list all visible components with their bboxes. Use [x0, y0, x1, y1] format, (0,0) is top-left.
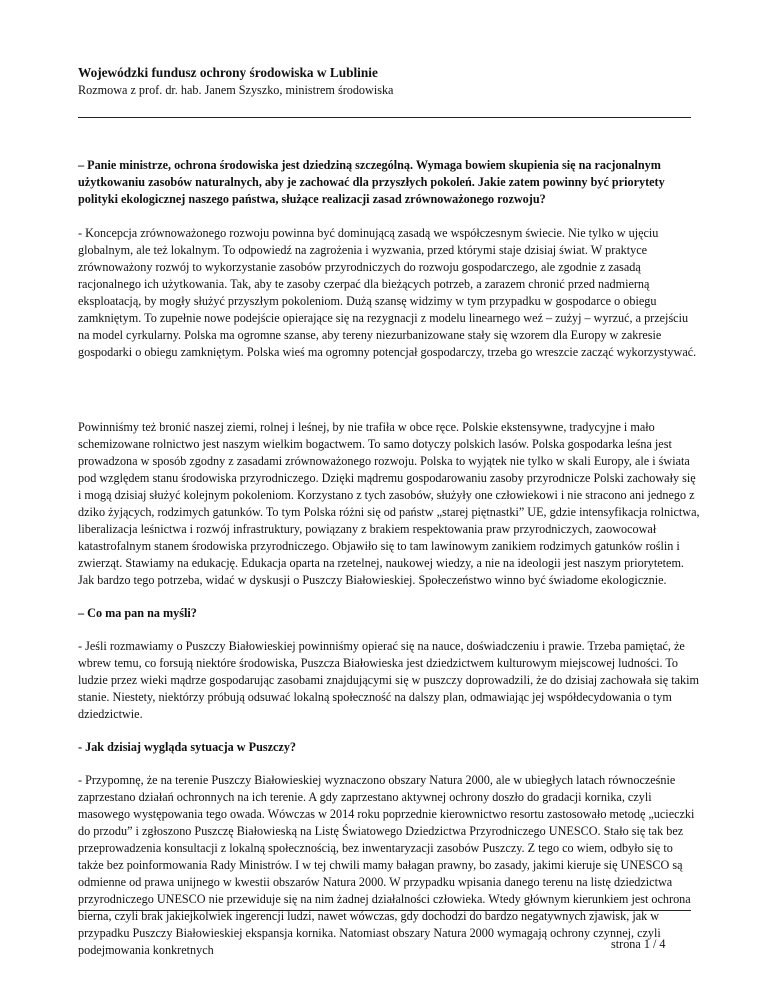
answer-1-paragraph-2: Powinniśmy też bronić naszej ziemi, rolnej i leśnej, by nie trafiła w obce ręce. Polskie ekstensywne, tradycyjne i mało schemizowane rolnictwo jest naszym wielkim bogactwem. To samo dotyczy polskich lasów. Polska gospodarka leśna jest prowadzona w sposób zgodny z zasadami zrównoważonego rozwoju. Polska to wyjątek nie tylko w skali Europy, ale i świata pod względem stanu środowiska przyrodniczego. Dzięki mądremu gospodarowaniu zasoby przyrodnicze Polski zachowały się i mogą dzisiaj służyć kolejnym pokoleniom. Korzystano z tych zasobów, służyły one człowiekowi i nie stracono ani jednego z dziko żyjących, rodzimych gatunków. To tym Polska różni się od państw „starej piętnastki” UE, gdzie intensyfikacja rolnictwa, liberalizacja leśnictwa i rozwój infrastruktury, powiązany z brakiem respektowania praw przyrodniczych, zaowocował katastrofalnym stanem środowiska przyrodniczego. Objawiło się to tam lawinowym zanikiem rodzimych gatunków roślin i zwierząt. Stawiamy na edukację. Edukacja oparta na rzetelnej, naukowej wiedzy, a nie na ideologii jest naszym priorytetem. Jak bardzo tego potrzeba, widać w dyskusji o Puszczy Białowieskiej. Społeczeństwo winno być świadome ekologicznie.	[78, 420, 700, 587]
document-title: Wojewódzki fundusz ochrony środowiska w Lublinie	[78, 65, 378, 80]
answer-3: - Przypomnę, że na terenie Puszczy Białowieskiej wyznaczono obszary Natura 2000, ale w ubiegłych latach równocześnie zaprzestano działań ochronnych na ich terenie. A gdy zaprzestano aktywnej ochrony doszło do gradacji kornika, czyli masowego występowania tego owada. Wówczas w 2014 roku poprzednie kierownictwo resortu zastosowało metodę „ucieczki do przodu” i zgłoszono Puszczę Białowieską na Listę Światowego Dziedzictwa Przyrodniczego UNESCO. Stało się tak bez przeprowadzenia konsultacji z lokalną społecznością, bez inwentaryzacji zasobów Puszczy. Z tego co wiem, odbyło się to także bez poinformowania Rady Ministrów. I w tej chwili mamy bałagan prawny, bo zasady, jakimi kieruje się UNESCO są odmienne od prawa unijnego w kwestii obszarów Natura 2000. W przypadku wpisania danego terenu na listę dziedzictwa przyrodniczego UNESCO nie przewiduje się na nim żadnej działalności człowieka. Wtedy głównym kierunkiem jest ochrona bierna, czyli brak jakiejkolwiek ingerencji ludzi, nawet wówczas, gdy dochodzi do bardzo negatywnych zjawisk, jak w przypadku Puszczy Białowieskiej ekspansja kornika. Natomiast obszary Natura 2000 wymagają ochrony czynnej, czyli podejmowania konkretnych	[78, 773, 695, 957]
answer-1-paragraph-1: - Koncepcja zrównoważonego rozwoju powinna być dominującą zasadą we współczesnym świecie. Nie tylko w ujęciu globalnym, ale też lokalnym. To odpowiedź na zagrożenia i wyzwania, przed którymi staje dzisiaj świat. W praktyce zrównoważony rozwój to wykorzystanie zasobów przyrodniczych do rozwoju gospodarczego, ale zgodnie z zasadą racjonalnego ich użytkowania. Tak, aby te zasoby czerpać dla bieżących potrzeb, a zarazem chronić przed nadmierną eksploatacją, by mogły służyć przyszłym pokoleniom. Dużą szansę widzimy w tym przypadku w gospodarce o obiegu zamkniętym. To zupełnie nowe podejście opierające się na rezygnacji z modelu linearnego weź – zużyj – wyrzuć, a przejściu na model cyrkularny. Polska ma ogromne szanse, aby tereny niezurbanizowane stały się wzorem dla Europy w zakresie gospodarki o obiegu zamkniętym. Polska wieś ma ogromny potencjał gospodarczy, trzeba go wreszcie zacząć wykorzystywać.	[78, 226, 697, 359]
question-1: – Panie ministrze, ochrona środowiska jest dziedziną szczególną. Wymaga bowiem skupienia się na racjonalnym użytkowaniu zasobów naturalnych, aby je zachować dla przyszłych pokoleń. Jakie zatem powinny być priorytety polityki ekologicznej naszego państwa, służące realizacji zasad zrównoważonego rozwoju?	[78, 158, 665, 206]
page-number: strona 1 / 4	[611, 937, 666, 951]
question-3: - Jak dzisiaj wygląda sytuacja w Puszczy?	[78, 740, 297, 754]
article-body	[78, 157, 700, 959]
header-divider	[78, 117, 691, 118]
document-subtitle: Rozmowa z prof. dr. hab. Janem Szyszko, ministrem środowiska	[78, 83, 394, 97]
footer-divider	[78, 910, 691, 911]
question-2: – Co ma pan na myśli?	[78, 606, 197, 620]
answer-2: - Jeśli rozmawiamy o Puszczy Białowieskiej powinniśmy opierać się na nauce, doświadczeniu i prawie. Trzeba pamiętać, że wbrew temu, co forsują niektóre środowiska, Puszcza Białowieska jest dziedzictwem kulturowym miejscowej ludności. To ludzie przez wieki mądrze gospodarując zasobami znajdującymi się w puszczy doprowadzili, że do dzisiaj zachowała się takim stanie. Niestety, niektórzy próbują odsuwać lokalną społeczność na dalszy plan, odmawiając jej współdecydowania o tym dziedzictwie.	[78, 639, 699, 721]
